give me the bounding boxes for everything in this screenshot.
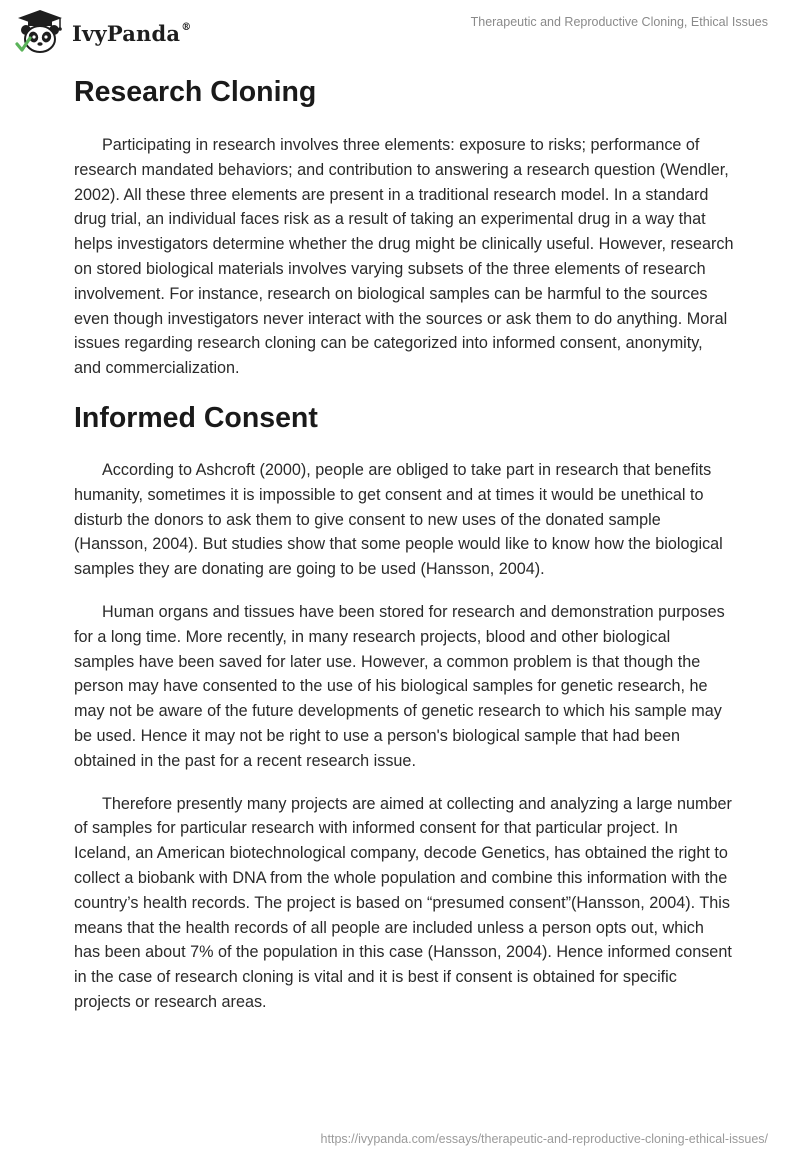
logo-wordmark [72, 21, 191, 46]
essay-content [74, 70, 734, 1015]
panda-graduate-icon [14, 8, 66, 56]
running-title: Therapeutic and Reproductive Cloning, Ethical Issues [470, 15, 768, 29]
section-title-research-cloning: Research Cloning [74, 76, 317, 108]
footer-url[interactable]: https://ivypanda.com/essays/therapeutic-and-reproductive-cloning-ethical-issues/ [320, 1132, 768, 1146]
section-title-informed-consent: Informed Consent [74, 401, 318, 434]
paragraph: Participating in research involves three elements: exposure to risks; performance of research mandated behaviors; and contribution to answering a research question (Wendler, 2002). All these three elements are present in a traditional research model. In a standard drug trial, an individual faces risk as a result of taking an experimental drug in a way that helps investigators determine whether the drug might be clinically useful. However, research on stored biological materials involves varying subsets of the three elements of research involvement. For instance, research on biological samples can be harmful to the sources even though investigators never interact with the sources or ask them to do anything. Moral issues regarding research cloning can be categorized into informed consent, anonymity, and commercialization. [74, 136, 734, 378]
paragraph: Therefore presently many projects are aimed at collecting and analyzing a large number of samples for particular research with informed consent for that particular project. In Iceland, an American biotechnological company, decode Genetics, has obtained the right to collect a biobank with DNA from the whole population and combine this information with the country’s health records. The project is based on “presumed consent”(Hansson, 2004). This means that the health records of all people are included unless a person opts out, which has been about 7% of the population in this case (Hansson, 2004). Hence informed consent in the case of research cloning is vital and it is best if consent is obtained for specific projects or research areas. [74, 794, 732, 1011]
registered-mark: ® [181, 21, 192, 33]
logo-text: IvyPanda [72, 20, 181, 46]
paragraph: According to Ashcroft (2000), people are obliged to take part in research that benefits humanity, sometimes it is impossible to get consent and at times it would be unethical to disturb the donors to ask them to give consent to new uses of the donated sample (Hansson, 2004). But studies show that some people would like to know how the biological samples they are donating are going to be used (Hansson, 2004). [74, 460, 723, 579]
paragraph: Human organs and tissues have been stored for research and demonstration purposes for a long time. More recently, in many research projects, blood and other biological samples have been saved for later use. However, a common problem is that though the person may have consented to the use of his biological samples for genetic research, he may not be aware of the future developments of genetic research to which his sample may be used. Hence it may not be right to use a person's biological sample that had been obtained in the past for a recent research issue. [74, 602, 725, 770]
page-header [0, 0, 800, 62]
ivypanda-logo[interactable] [14, 6, 191, 58]
